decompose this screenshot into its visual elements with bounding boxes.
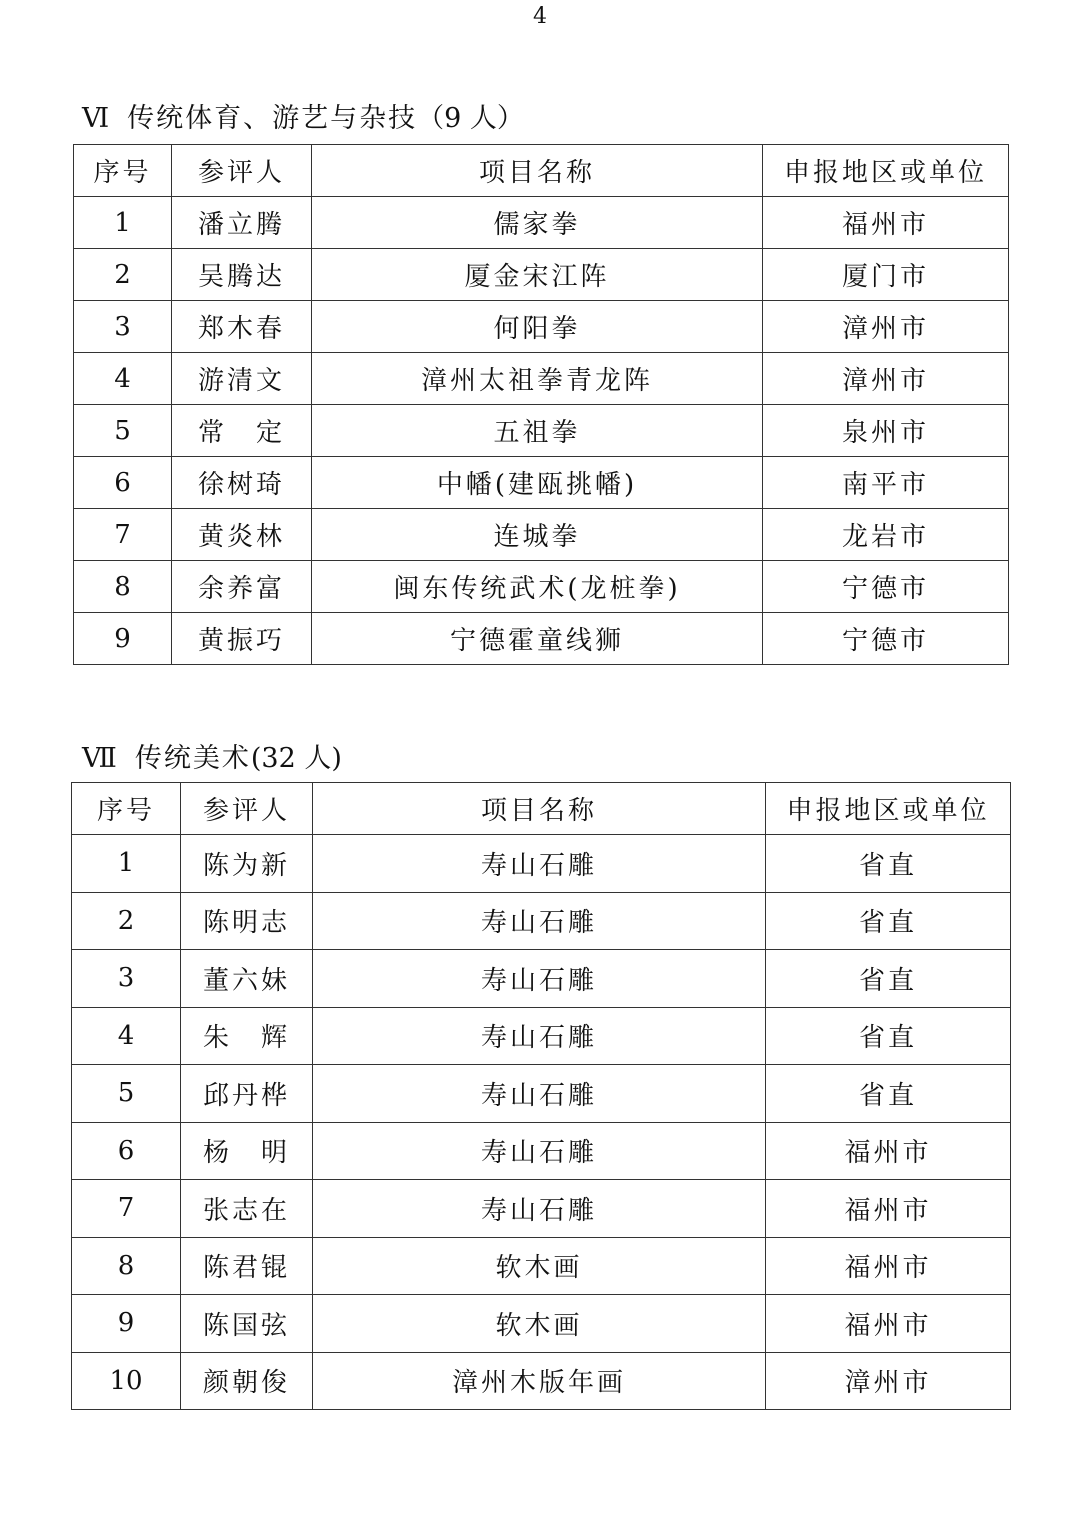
cell-seq: 2 bbox=[72, 892, 181, 950]
cell-project: 寿山石雕 bbox=[313, 1007, 766, 1065]
cell-project: 漳州太祖拳青龙阵 bbox=[312, 353, 763, 405]
section-title: 传统体育、游艺与杂技 bbox=[127, 103, 418, 134]
cell-project: 寿山石雕 bbox=[313, 1180, 766, 1238]
cell-name: 常 定 bbox=[172, 405, 312, 457]
table-row bbox=[74, 613, 1009, 665]
header-seq: 序号 bbox=[72, 783, 181, 835]
cell-name: 颜朝俊 bbox=[181, 1352, 313, 1410]
table-row bbox=[72, 892, 1011, 950]
cell-seq: 6 bbox=[72, 1122, 181, 1180]
cell-seq: 7 bbox=[74, 509, 172, 561]
roster-table-vii bbox=[71, 782, 1011, 1410]
page-number: 4 bbox=[533, 4, 547, 29]
cell-name: 张志在 bbox=[181, 1180, 313, 1238]
cell-project: 厦金宋江阵 bbox=[312, 249, 763, 301]
cell-seq: 5 bbox=[74, 405, 172, 457]
cell-region: 福州市 bbox=[766, 1122, 1011, 1180]
table-row bbox=[74, 509, 1009, 561]
cell-project: 五祖拳 bbox=[312, 405, 763, 457]
cell-name: 余养富 bbox=[172, 561, 312, 613]
cell-project: 寿山石雕 bbox=[313, 835, 766, 893]
cell-name: 陈明志 bbox=[181, 892, 313, 950]
table-row bbox=[72, 1065, 1011, 1123]
cell-name: 徐树琦 bbox=[172, 457, 312, 509]
cell-region: 福州市 bbox=[766, 1295, 1011, 1353]
roster-table-vi bbox=[73, 144, 1009, 665]
header-name: 参评人 bbox=[172, 145, 312, 197]
table-row bbox=[72, 1122, 1011, 1180]
header-project: 项目名称 bbox=[313, 783, 766, 835]
table-header-row bbox=[72, 783, 1011, 835]
cell-region: 福州市 bbox=[766, 1237, 1011, 1295]
cell-project: 寿山石雕 bbox=[313, 1065, 766, 1123]
cell-name: 杨 明 bbox=[181, 1122, 313, 1180]
cell-seq: 1 bbox=[74, 197, 172, 249]
cell-region: 省直 bbox=[766, 835, 1011, 893]
cell-region: 省直 bbox=[766, 1007, 1011, 1065]
cell-seq: 4 bbox=[74, 353, 172, 405]
cell-name: 董六妹 bbox=[181, 950, 313, 1008]
cell-region: 福州市 bbox=[763, 197, 1009, 249]
header-region: 申报地区或单位 bbox=[766, 783, 1011, 835]
cell-seq: 9 bbox=[74, 613, 172, 665]
cell-name: 邱丹桦 bbox=[181, 1065, 313, 1123]
cell-name: 黄炎林 bbox=[172, 509, 312, 561]
cell-project: 儒家拳 bbox=[312, 197, 763, 249]
cell-region: 泉州市 bbox=[763, 405, 1009, 457]
section-count: (32 人) bbox=[250, 743, 342, 774]
cell-region: 省直 bbox=[766, 892, 1011, 950]
table-row bbox=[72, 1180, 1011, 1238]
cell-name: 潘立腾 bbox=[172, 197, 312, 249]
cell-name: 郑木春 bbox=[172, 301, 312, 353]
table-row bbox=[72, 1237, 1011, 1295]
cell-project: 寿山石雕 bbox=[313, 892, 766, 950]
section-numeral: Ⅵ bbox=[82, 103, 112, 134]
table-row bbox=[74, 457, 1009, 509]
cell-region: 省直 bbox=[766, 950, 1011, 1008]
section-title: 传统美术 bbox=[134, 743, 251, 774]
cell-seq: 6 bbox=[74, 457, 172, 509]
cell-project: 连城拳 bbox=[312, 509, 763, 561]
cell-seq: 8 bbox=[74, 561, 172, 613]
cell-name: 陈国弦 bbox=[181, 1295, 313, 1353]
cell-project: 软木画 bbox=[313, 1295, 766, 1353]
header-seq: 序号 bbox=[74, 145, 172, 197]
table-row bbox=[74, 405, 1009, 457]
cell-project: 寿山石雕 bbox=[313, 1122, 766, 1180]
cell-name: 陈君锟 bbox=[181, 1237, 313, 1295]
cell-seq: 4 bbox=[72, 1007, 181, 1065]
section-heading-vi bbox=[82, 96, 524, 135]
cell-seq: 3 bbox=[74, 301, 172, 353]
table-row bbox=[72, 1352, 1011, 1410]
cell-name: 陈为新 bbox=[181, 835, 313, 893]
table-row bbox=[74, 249, 1009, 301]
cell-project: 中幡(建瓯挑幡) bbox=[312, 457, 763, 509]
table-row bbox=[72, 1295, 1011, 1353]
cell-region: 龙岩市 bbox=[763, 509, 1009, 561]
cell-region: 漳州市 bbox=[763, 301, 1009, 353]
cell-name: 黄振巧 bbox=[172, 613, 312, 665]
cell-seq: 3 bbox=[72, 950, 181, 1008]
table-row bbox=[72, 835, 1011, 893]
cell-name: 吴腾达 bbox=[172, 249, 312, 301]
cell-region: 宁德市 bbox=[763, 561, 1009, 613]
section-numeral: Ⅶ bbox=[82, 743, 119, 774]
cell-project: 何阳拳 bbox=[312, 301, 763, 353]
header-name: 参评人 bbox=[181, 783, 313, 835]
cell-seq: 2 bbox=[74, 249, 172, 301]
cell-seq: 10 bbox=[72, 1352, 181, 1410]
cell-seq: 5 bbox=[72, 1065, 181, 1123]
cell-region: 漳州市 bbox=[763, 353, 1009, 405]
cell-name: 游清文 bbox=[172, 353, 312, 405]
cell-project: 闽东传统武术(龙桩拳) bbox=[312, 561, 763, 613]
cell-project: 宁德霍童线狮 bbox=[312, 613, 763, 665]
cell-project: 软木画 bbox=[313, 1237, 766, 1295]
cell-name: 朱 辉 bbox=[181, 1007, 313, 1065]
table-row bbox=[74, 353, 1009, 405]
cell-region: 福州市 bbox=[766, 1180, 1011, 1238]
table-row bbox=[74, 561, 1009, 613]
cell-seq: 9 bbox=[72, 1295, 181, 1353]
cell-region: 宁德市 bbox=[763, 613, 1009, 665]
cell-seq: 8 bbox=[72, 1237, 181, 1295]
section-heading-vii bbox=[82, 736, 342, 775]
cell-project: 漳州木版年画 bbox=[313, 1352, 766, 1410]
cell-project: 寿山石雕 bbox=[313, 950, 766, 1008]
cell-region: 漳州市 bbox=[766, 1352, 1011, 1410]
table-row bbox=[72, 950, 1011, 1008]
header-region: 申报地区或单位 bbox=[763, 145, 1009, 197]
header-project: 项目名称 bbox=[312, 145, 763, 197]
cell-region: 省直 bbox=[766, 1065, 1011, 1123]
table-row bbox=[74, 197, 1009, 249]
cell-region: 厦门市 bbox=[763, 249, 1009, 301]
cell-region: 南平市 bbox=[763, 457, 1009, 509]
section-count: （9 人） bbox=[417, 103, 524, 134]
table-row bbox=[72, 1007, 1011, 1065]
table-row bbox=[74, 301, 1009, 353]
table-header-row bbox=[74, 145, 1009, 197]
cell-seq: 7 bbox=[72, 1180, 181, 1238]
cell-seq: 1 bbox=[72, 835, 181, 893]
